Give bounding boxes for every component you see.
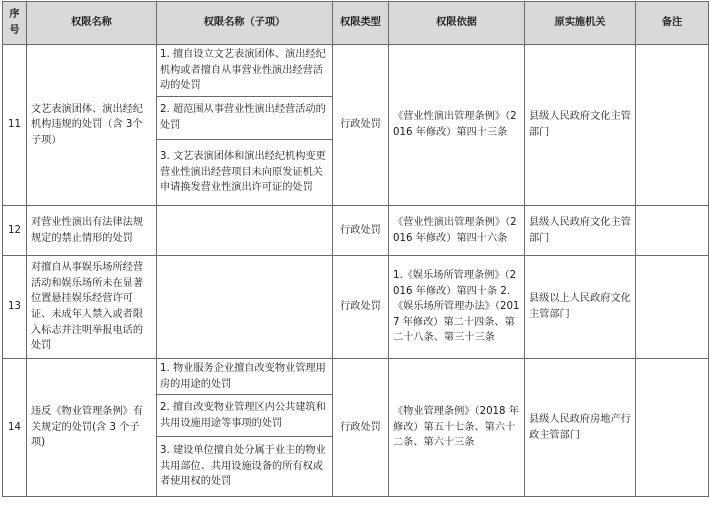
row-subitem: 1. 擅自设立文艺表演团体、演出经纪机构或者擅自从事营业性演出经营活动的处罚 xyxy=(157,45,333,97)
row-subitem: 1. 物业服务企业擅自改变物业管理用房的用途的处罚 xyxy=(157,359,333,395)
header-no: 序号 xyxy=(3,2,27,45)
table-row xyxy=(3,359,709,395)
row-authority: 县级人民政府文化主管部门 xyxy=(525,45,636,206)
row-subitem: 3. 文艺表演团体和演出经纪机构变更营业性演出经营项目未向原发证机关申请换发营业性演出许可证的处罚 xyxy=(157,140,333,206)
row-name: 对擅自从事娱乐场所经营活动和娱乐场所未在显著位置悬挂娱乐经营许可证、未成年人禁入或者限入标志并注明举报电话的处罚 xyxy=(27,256,157,359)
row-subitem-empty xyxy=(157,256,333,359)
row-note xyxy=(636,45,709,206)
row-basis: 《营业性演出管理条例》（2016 年修改）第四十六条 xyxy=(389,206,525,256)
header-note: 备注 xyxy=(636,2,709,45)
row-basis: 《营业性演出管理条例》（2016 年修改）第四十三条 xyxy=(389,45,525,206)
row-basis: 《物业管理条例》（2018 年修改）第五十七条、第六十二条、第六十三条 xyxy=(389,359,525,497)
row-name: 对营业性演出有法律法规规定的禁止情形的处罚 xyxy=(27,206,157,256)
row-authority: 县级人民政府文化主管部门 xyxy=(525,206,636,256)
row-number: 13 xyxy=(3,256,27,359)
row-note xyxy=(636,359,709,497)
header-authority: 原实施机关 xyxy=(525,2,636,45)
authority-list-table xyxy=(2,1,709,497)
header-type: 权限类型 xyxy=(333,2,389,45)
row-authority: 县级以上人民政府文化主管部门 xyxy=(525,256,636,359)
row-number: 14 xyxy=(3,359,27,497)
row-type: 行政处罚 xyxy=(333,206,389,256)
row-number: 12 xyxy=(3,206,27,256)
row-note xyxy=(636,206,709,256)
row-subitem: 2. 擅自改变物业管理区内公共建筑和共用设施用途等事项的处罚 xyxy=(157,395,333,437)
row-subitem: 2. 超范围从事营业性演出经营活动的处罚 xyxy=(157,97,333,140)
row-type: 行政处罚 xyxy=(333,256,389,359)
row-name: 文艺表演团体、演出经纪机构违规的处罚（含 3个子项） xyxy=(27,45,157,206)
row-subitem: 3. 建设单位擅自处分属于业主的物业共用部位、共用设施设备的所有权或者使用权的处罚 xyxy=(157,437,333,497)
row-subitem-empty xyxy=(157,206,333,256)
row-basis: 1.《娱乐场所管理条例》（2016 年修改）第四十条 2.《娱乐场所管理办法》（2017 年修改）第二十四条、第二十八条、第三十三条 xyxy=(389,256,525,359)
table-row xyxy=(3,206,709,256)
row-authority: 县级人民政府房地产行政主管部门 xyxy=(525,359,636,497)
header-subitem: 权限名称（子项） xyxy=(157,2,333,45)
row-number: 11 xyxy=(3,45,27,206)
row-note xyxy=(636,256,709,359)
row-type: 行政处罚 xyxy=(333,45,389,206)
row-name: 违反《物业管理条例》有关规定的处罚(含 3 个子项) xyxy=(27,359,157,497)
table-row xyxy=(3,256,709,359)
row-type: 行政处罚 xyxy=(333,359,389,497)
table-row xyxy=(3,45,709,97)
table-header-row xyxy=(3,2,709,45)
header-name: 权限名称 xyxy=(27,2,157,45)
header-basis: 权限依据 xyxy=(389,2,525,45)
